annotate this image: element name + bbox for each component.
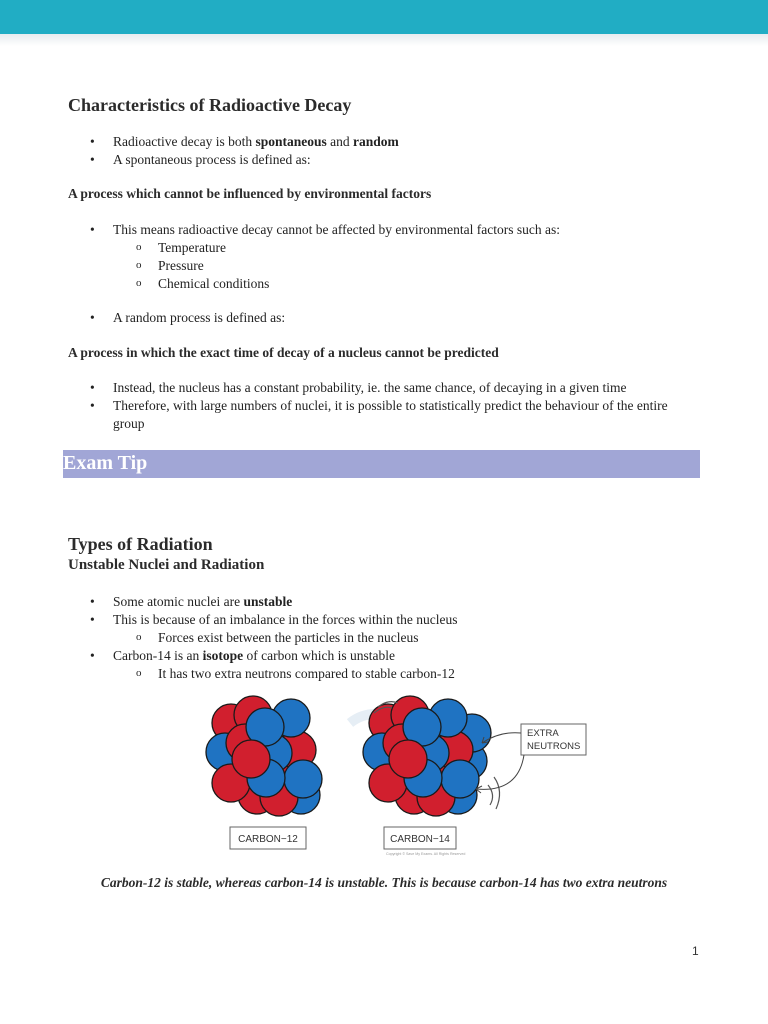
definition-text: A process which cannot be influenced by environmental factors xyxy=(68,186,432,201)
carbon-14-nucleus xyxy=(363,696,491,816)
list-item: • Therefore, with large numbers of nuclei, it is possible to statistically predict the behaviour of the entire group xyxy=(68,397,685,433)
header-shadow xyxy=(0,34,768,46)
list-item: • This means radioactive decay cannot be affected by environmental factors such as: xyxy=(68,221,685,239)
section-subtitle: Unstable Nuclei and Radiation xyxy=(68,557,265,573)
list-item: • A spontaneous process is defined as: xyxy=(68,151,685,169)
figure-caption: Carbon-12 is stable, whereas carbon-14 is unstable. This is because carbon-14 has two extra neutrons xyxy=(100,875,668,890)
sub-list-item: o Forces exist between the particles in the nucleus xyxy=(68,629,685,647)
neutron-particle xyxy=(441,760,479,798)
page-number: 1 xyxy=(692,944,699,958)
list-item: • Some atomic nuclei are unstable xyxy=(68,593,685,611)
carbon-isotope-diagram xyxy=(200,695,600,860)
list-item: • Carbon-14 is an isotope of carbon which is unstable xyxy=(68,647,685,665)
sub-list-item: o Temperature xyxy=(68,239,685,257)
definition-text: A process in which the exact time of decay of a nucleus cannot be predicted xyxy=(68,345,499,360)
extra-neutrons-label: NEUTRONS xyxy=(527,741,581,752)
carbon-12-label: CARBON−12 xyxy=(238,834,298,845)
list-item: • This is because of an imbalance in the forces within the nucleus xyxy=(68,611,685,629)
neutron-particle xyxy=(284,760,322,798)
vibration-mark xyxy=(494,777,500,809)
bullet-list xyxy=(68,221,685,293)
section-title: Types of Radiation xyxy=(68,534,213,554)
proton-particle xyxy=(389,740,427,778)
proton-particle xyxy=(232,740,270,778)
header-band xyxy=(0,0,768,34)
carbon-14-label: CARBON−14 xyxy=(390,834,450,845)
extra-neutrons-label: EXTRA xyxy=(527,728,559,739)
carbon-12-nucleus xyxy=(206,696,322,816)
list-item: • Radioactive decay is both spontaneous and random xyxy=(68,133,685,151)
vibration-mark xyxy=(488,785,493,805)
exam-tip-heading: Exam Tip xyxy=(63,452,148,474)
bullet-list xyxy=(68,593,685,683)
bullet-list xyxy=(68,379,685,433)
sub-list-item: o Pressure xyxy=(68,257,685,275)
list-item: • Instead, the nucleus has a constant probability, ie. the same chance, of decaying in a given time xyxy=(68,379,685,397)
list-item: • A random process is defined as: xyxy=(68,309,685,327)
sub-list-item: o Chemical conditions xyxy=(68,275,685,293)
section-title: Characteristics of Radioactive Decay xyxy=(68,95,352,115)
bullet-list xyxy=(68,309,685,327)
sub-list-item: o It has two extra neutrons compared to stable carbon-12 xyxy=(68,665,685,683)
copyright-text: Copyright © Save My Exams. All Rights Reserved xyxy=(386,852,466,856)
exam-tip-banner xyxy=(63,450,700,478)
bullet-list xyxy=(68,133,685,169)
